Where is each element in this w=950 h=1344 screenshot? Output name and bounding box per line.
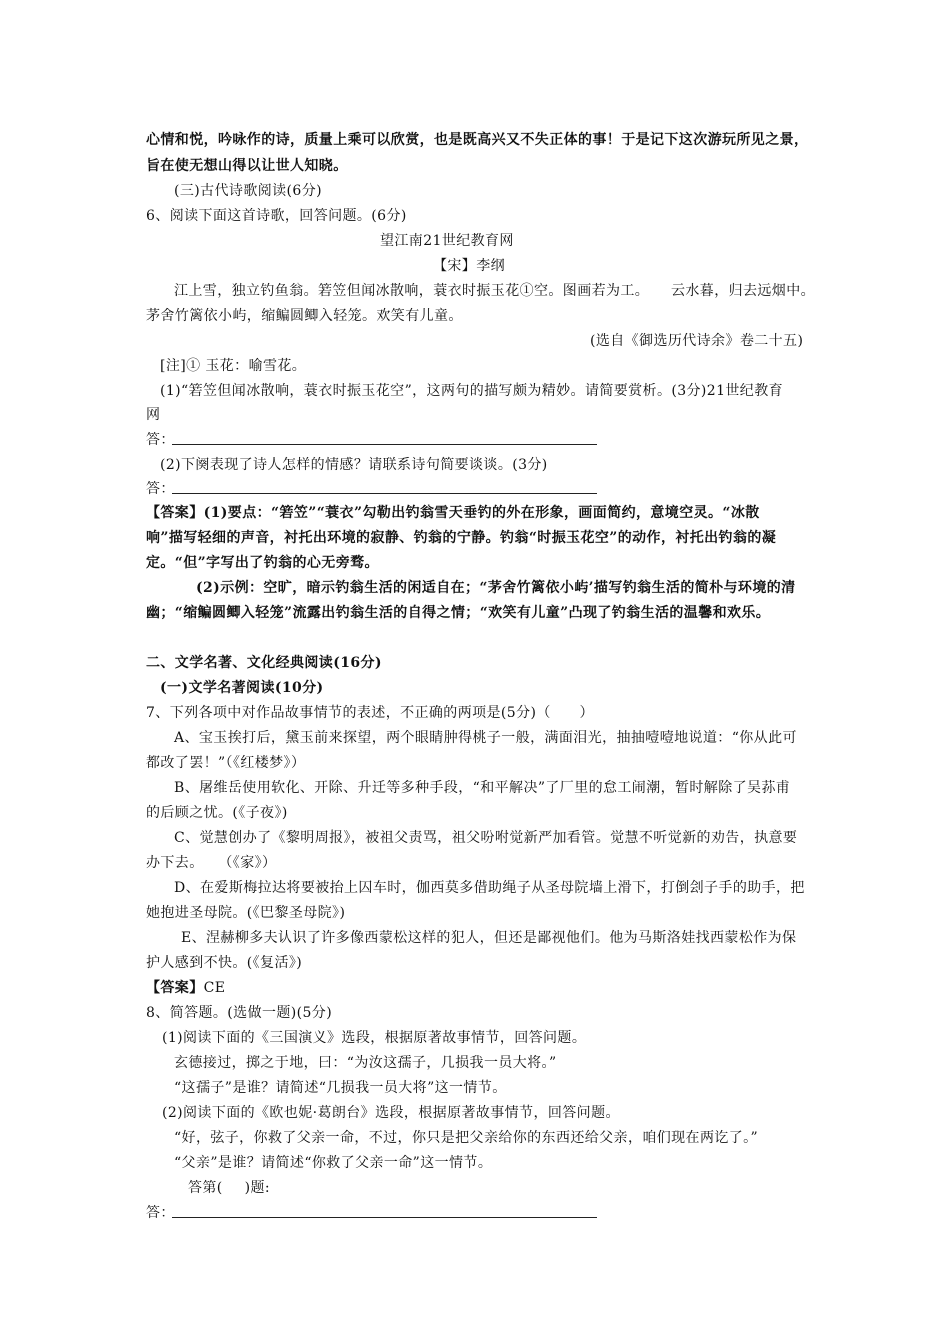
q7-answer-tag: 【答案】 (146, 980, 204, 996)
q6-sub1-line-2: 网 (146, 407, 161, 423)
poem-line-1: 江上雪，独立钓鱼翁。箬笠但闻冰散响，蓑衣时振玉花①空。图画若为工。 云水暮，归去远烟中。 (174, 283, 815, 299)
poem-author: 【宋】李纲 (433, 258, 505, 274)
q7-option-b-line-2: 的后顾之忧。(《子夜》) (146, 805, 288, 821)
intro-line-1: 心情和悦，吟咏作的诗，质量上乘可以欣赏，也是既高兴又不失正体的事！于是记下这次游玩所见之景， (146, 132, 809, 148)
q8-choice-suffix: )题: (244, 1180, 271, 1196)
q7-option-c-line-2: 办下去。 （《家》） (146, 855, 277, 871)
q8-sub1-question: “这孺子”是谁？请简述“几损我一员大将”这一情节。 (174, 1080, 507, 1096)
answer-blank-3[interactable] (172, 1217, 597, 1218)
q7-option-d-line-1: D、在爱斯梅拉达将要被抬上囚车时，伽西莫多借助绳子从圣母院墙上滑下，打倒刽子手的助手，把 (174, 880, 805, 896)
q6-answer-line-1: 【答案】(1)要点：“箬笠”“蓑衣”勾勒出钓翁雪天垂钓的外在形象，画面简约，意境空灵。“冰散 (146, 505, 760, 521)
q6-answer-line-3: 定。“但”字写出了钓翁的心无旁骛。 (146, 555, 379, 571)
q6-answer-line-2: 响”描写轻细的声音，衬托出环境的寂静、钓翁的宁静。钓翁“时振玉花空”的动作，衬托出钓翁的凝 (146, 530, 777, 546)
question-6-prompt: 6、阅读下面这首诗歌，回答问题。(6分) (146, 208, 407, 224)
q6-answer-line-5: 幽；“缩鳊圆鲫入轻笼”流露出钓翁生活的自得之情；“欢笑有儿童”凸现了钓翁生活的温馨和欢乐。 (146, 605, 771, 621)
answer-label-3: 答： (146, 1205, 175, 1221)
q7-answer (146, 979, 225, 997)
answer-blank-1[interactable] (172, 444, 597, 445)
q8-sub2-question: “父亲”是谁？请简述“你救了父亲一命”这一情节。 (174, 1155, 493, 1171)
q6-sub1-line-1: (1)“箬笠但闻冰散响，蓑衣时振玉花空”，这两句的描写颇为精妙。请简要赏析。(3分)21世纪教育 (160, 383, 783, 399)
q7-answer-value: CE (203, 980, 226, 996)
q8-sub2-quote: “好，弦子，你救了父亲一命，不过，你只是把父亲给你的东西还给父亲，咱们现在两讫了。” (174, 1130, 759, 1146)
q7-option-b-line-1: B、屠维岳使用软化、开除、升迁等多种手段，“和平解决”了厂里的怠工闹潮，暂时解除了吴荪甫 (174, 780, 791, 796)
section-heading-poetry: (三)古代诗歌阅读(6分) (174, 183, 322, 199)
q7-option-a-line-1: A、宝玉挨打后，黛玉前来探望，两个眼睛肿得桃子一般，满面泪光，抽抽噎噎地说道：“你从此可 (174, 730, 797, 746)
q7-option-c-line-1: C、觉慧创办了《黎明周报》，被祖父责骂，祖父吩咐觉新严加看管。觉慧不听觉新的劝告，执意要 (174, 830, 798, 846)
answer-label-2: 答： (146, 481, 175, 497)
section-heading-classics: 二、文学名著、文化经典阅读(16分) (146, 655, 382, 671)
poem-note: [注]① 玉花：喻雪花。 (160, 358, 307, 374)
poem-source: (选自《御选历代诗余》卷二十五) (590, 333, 804, 349)
q8-sub1-intro: (1)阅读下面的《三国演义》选段，根据原著故事情节，回答问题。 (162, 1030, 587, 1046)
q8-choice-prefix: 答第( (188, 1180, 223, 1196)
q7-option-a-line-2: 都改了罢！”（《红楼梦》） (146, 755, 306, 771)
q6-sub2: (2)下阕表现了诗人怎样的情感？请联系诗句简要谈谈。(3分) (160, 457, 548, 473)
answer-label-1: 答： (146, 432, 175, 448)
poem-title: 望江南21世纪教育网 (380, 233, 514, 249)
subsection-heading-classics: (一)文学名著阅读(10分) (160, 680, 324, 696)
answer-blank-2[interactable] (172, 493, 597, 494)
q8-choice-line (188, 1179, 270, 1197)
poem-line-2: 茅舍竹篱依小屿，缩鳊圆鲫入轻笼。欢笑有儿童。 (146, 308, 463, 324)
question-8-prompt: 8、简答题。(选做一题)(5分) (146, 1005, 333, 1021)
q8-sub1-quote: 玄德接过，掷之于地，曰：“为汝这孺子，几损我一员大将。” (174, 1055, 557, 1071)
q7-option-e-line-1: E、涅赫柳多夫认识了许多像西蒙松这样的犯人，但还是鄙视他们。他为马斯洛娃找西蒙松作为保 (181, 930, 797, 946)
intro-line-2: 旨在使无想山得以让世人知晓。 (146, 158, 348, 174)
question-7-prompt: 7、下列各项中对作品故事情节的表述，不正确的两项是(5分)（ ） (146, 705, 594, 721)
q7-option-e-line-2: 护人感到不快。(《复活》) (146, 955, 303, 971)
q7-option-d-line-2: 她抱进圣母院。(《巴黎圣母院》) (146, 905, 346, 921)
q8-sub2-intro: (2)阅读下面的《欧也妮·葛朗台》选段，根据原著故事情节，回答问题。 (162, 1105, 620, 1121)
q6-answer-line-4: (2)示例：空旷，暗示钓翁生活的闲适自在；“茅舍竹篱依小屿’描写钓翁生活的简朴与环境的清 (196, 580, 796, 596)
